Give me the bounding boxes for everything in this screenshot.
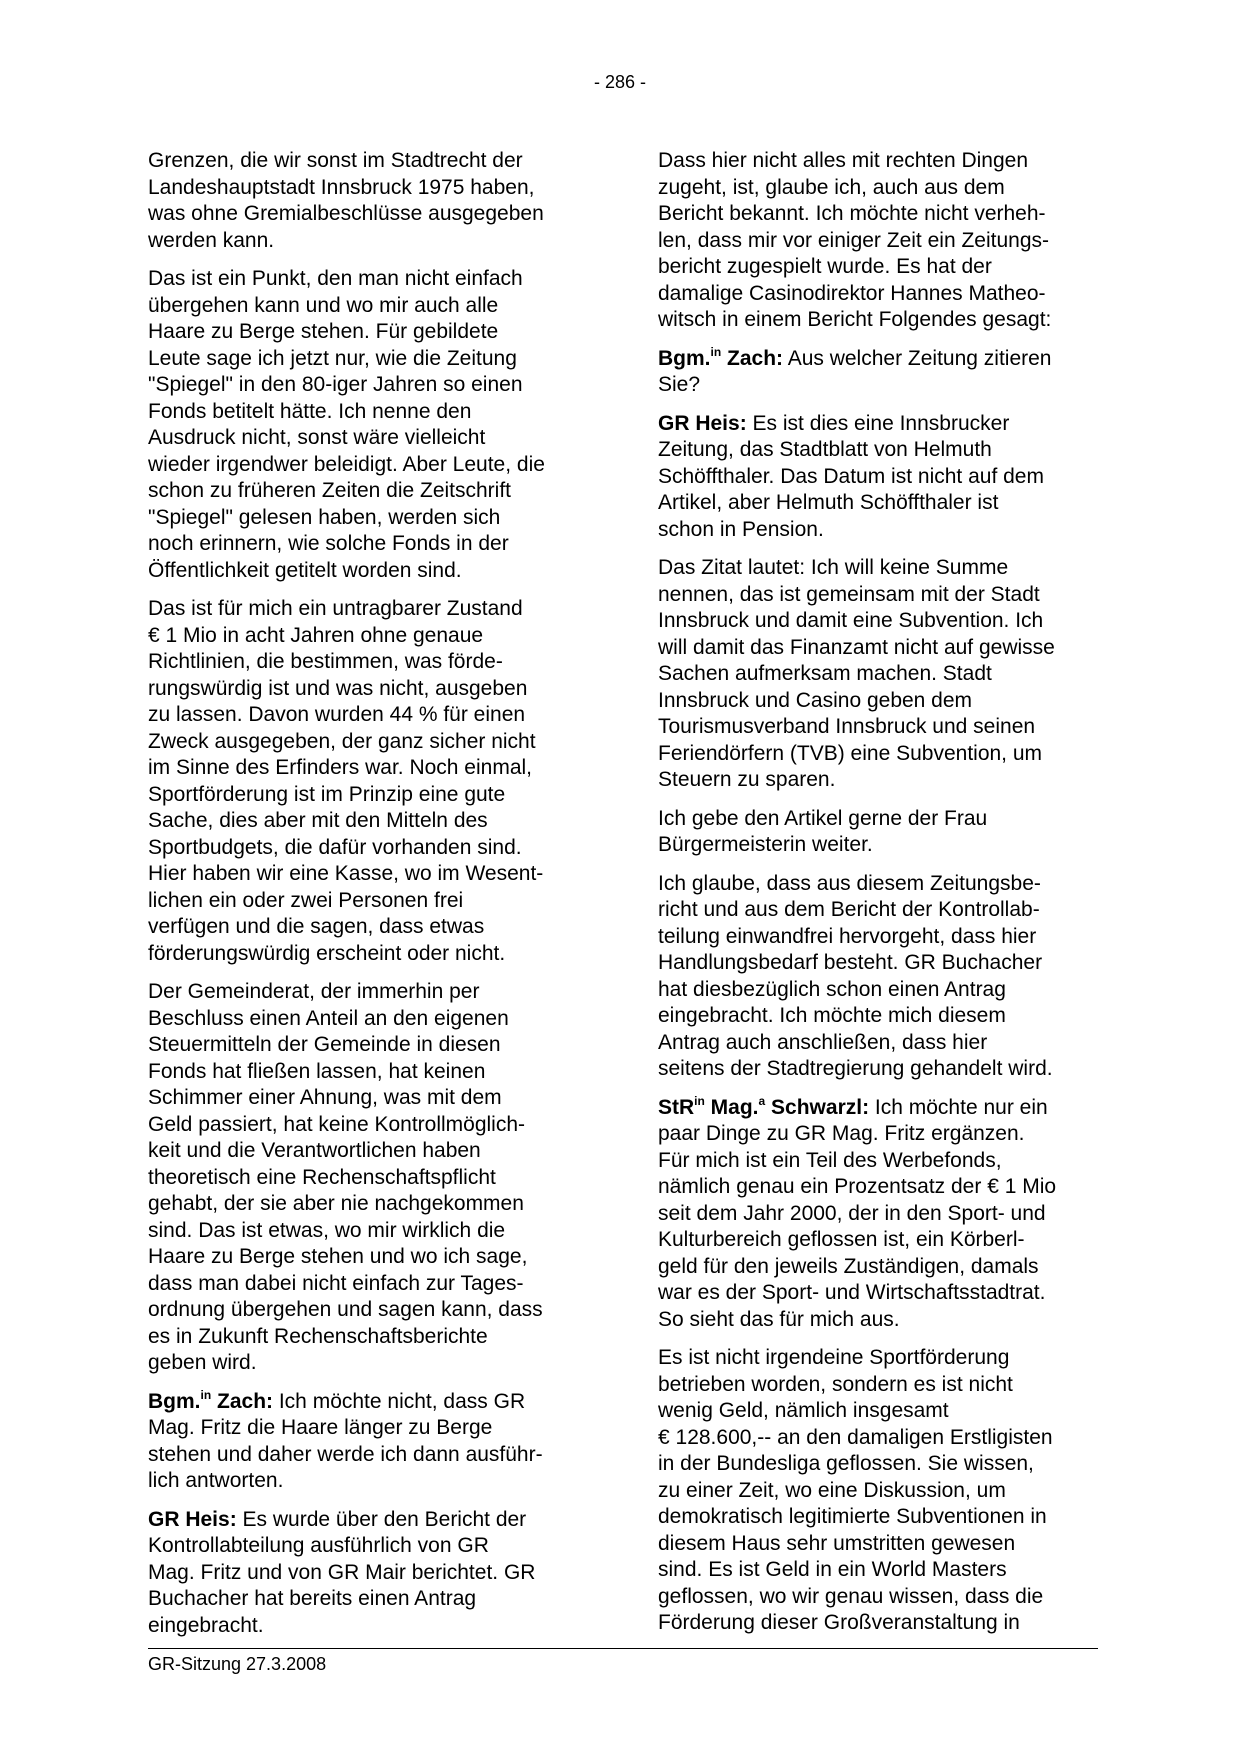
paragraph	[658, 555, 1098, 794]
footer-text: GR-Sitzung 27.3.2008	[148, 1654, 327, 1674]
text-line: Für mich ist ein Teil des Werbefonds,	[658, 1148, 1002, 1172]
text-line: StR$^{in}$ Mag.$^a$ Schwarzl: Ich möchte nur ein	[658, 1093, 1048, 1119]
text-line: rungswürdig ist und was nicht, ausgeben	[148, 676, 528, 700]
text-line: sind. Das ist etwas, wo mir wirklich die	[148, 1218, 506, 1242]
text-line: Artikel, aber Helmuth Schöffthaler ist	[658, 491, 999, 514]
text-line: Sportbudgets, die dafür vorhanden sind.	[148, 835, 522, 859]
superscript: a	[758, 1093, 766, 1108]
text-line: seitens der Stadtregierung gehandelt wird.	[658, 1057, 1053, 1080]
text-line: nämlich genau ein Prozentsatz der € 1 Mio	[658, 1175, 1057, 1198]
text-line: Bürgermeisterin weiter.	[658, 833, 873, 856]
text-line: hat diesbezüglich schon einen Antrag	[658, 977, 1006, 1001]
text-line: war es der Sport- und Wirtschaftsstadtrat.	[658, 1281, 1046, 1304]
text-line: Bgm.$^{in}$ Zach: Aus welcher Zeitung zitieren	[658, 344, 1052, 370]
text-line: Kulturbereich geflossen ist, ein Körberl-	[658, 1228, 1025, 1251]
text-line: Sportförderung ist im Prinzip eine gute	[148, 782, 506, 806]
superscript: in	[694, 1093, 705, 1108]
text-line: Das ist ein Punkt, den man nicht einfach	[148, 267, 523, 290]
text-line: witsch in einem Bericht Folgendes gesagt:	[658, 308, 1052, 331]
text-line: Grenzen, die wir sonst im Stadtrecht der	[148, 149, 523, 172]
text-line: Der Gemeinderat, der immerhin per	[148, 980, 480, 1003]
text-line: Zeitung, das Stadtblatt von Helmuth	[658, 438, 992, 461]
text-line: Beschluss einen Anteil an den eigenen	[148, 1006, 509, 1030]
text-line: Handlungsbedarf besteht. GR Buchacher	[658, 951, 1043, 974]
text-line: Haare zu Berge stehen. Für gebildete	[148, 320, 499, 343]
superscript: in	[710, 344, 722, 359]
superscript: in	[200, 1387, 212, 1402]
text-line: schon zu früheren Zeiten die Zeitschrift	[148, 479, 512, 502]
text-line: Innsbruck und Casino geben dem	[658, 688, 973, 712]
text-line: Feriendörfern (TVB) eine Subvention, um	[658, 741, 1043, 765]
text-line: zu lassen. Davon wurden 44 % für einen	[148, 703, 526, 726]
speaker-name: Bgm.$^{in}$ Zach:	[148, 1387, 274, 1413]
text-line: Mag. Fritz die Haare länger zu Berge	[148, 1416, 493, 1439]
speaker-name: StR$^{in}$ Mag.$^a$ Schwarzl:	[658, 1093, 870, 1119]
text-line: "Spiegel" gelesen haben, werden sich	[148, 505, 501, 529]
text-line: Kontrollabteilung ausführlich von GR	[148, 1534, 489, 1557]
text-line: Ausdruck nicht, sonst wäre vielleicht	[148, 426, 486, 449]
text-line: seit dem Jahr 2000, der in den Sport- und	[658, 1201, 1046, 1225]
paragraph	[658, 1345, 1098, 1637]
text-line: Steuermitteln der Gemeinde in diesen	[148, 1033, 501, 1056]
text-line: geben wird.	[148, 1351, 257, 1374]
text-line: Steuern zu sparen.	[658, 768, 836, 791]
left-column	[148, 148, 588, 1651]
text-line: geld für den jeweils Zuständigen, damals	[658, 1254, 1039, 1278]
text-line: teilung einwandfrei hervorgeht, dass hier	[658, 924, 1037, 948]
text-line: noch erinnern, wie solche Fonds in der	[148, 532, 509, 555]
text-line: wieder irgendwer beleidigt. Aber Leute, die	[148, 452, 545, 476]
text-line: theoretisch eine Rechenschaftspflicht	[148, 1165, 496, 1189]
text-line: Haare zu Berge stehen und wo ich sage,	[148, 1245, 528, 1268]
text-line: schon in Pension.	[658, 517, 824, 541]
text-line: nennen, das ist gemeinsam mit der Stadt	[658, 582, 1040, 606]
text-line: Buchacher hat bereits einen Antrag	[148, 1587, 477, 1610]
text-line: wenig Geld, nämlich insgesamt	[658, 1399, 949, 1422]
text-line: Bericht bekannt. Ich möchte nicht verheh-	[658, 202, 1046, 225]
footer-divider	[148, 1648, 1098, 1649]
text-line: es in Zukunft Rechenschaftsberichte	[148, 1324, 488, 1348]
paragraph	[148, 1507, 588, 1640]
text-line: paar Dinge zu GR Mag. Fritz ergänzen.	[658, 1122, 1025, 1145]
text-line: GR Heis: Es wurde über den Bericht der	[148, 1507, 527, 1531]
text-line: Hier haben wir eine Kasse, wo im Wesent-	[148, 862, 544, 885]
text-line: Ich gebe den Artikel gerne der Frau	[658, 806, 988, 830]
right-column	[658, 148, 1098, 1649]
text-line: Zweck ausgegeben, der ganz sicher nicht	[148, 729, 536, 753]
paragraph	[148, 1389, 588, 1495]
text-line: förderungswürdig erscheint oder nicht.	[148, 941, 506, 965]
text-line: ordnung übergehen und sagen kann, dass	[148, 1298, 543, 1321]
text-line: was ohne Gremialbeschlüsse ausgegeben	[148, 202, 544, 225]
text-line: übergehen kann und wo mir auch alle	[148, 293, 499, 317]
text-line: Bgm.$^{in}$ Zach: Ich möchte nicht, dass GR	[148, 1387, 526, 1413]
text-line: Schimmer einer Ahnung, was mit dem	[148, 1086, 502, 1109]
text-line: Landeshauptstadt Innsbruck 1975 haben,	[148, 175, 535, 199]
text-line: damalige Casinodirektor Hannes Matheo-	[658, 281, 1046, 305]
text-line: zugeht, ist, glaube ich, auch aus dem	[658, 175, 1005, 199]
text-line: eingebracht.	[148, 1613, 264, 1637]
text-line: lich antworten.	[148, 1469, 284, 1492]
text-line: Das Zitat lautet: Ich will keine Summe	[658, 556, 1009, 579]
paragraph	[658, 346, 1098, 399]
page-number: - 286 -	[593, 72, 647, 92]
text-line: demokratisch legitimierte Subventionen in	[658, 1505, 1047, 1528]
speaker-name: GR Heis:	[148, 1507, 237, 1531]
speaker-name: Bgm.$^{in}$ Zach:	[658, 344, 784, 370]
text-line: € 128.600,-- an den damaligen Erstligisten	[658, 1425, 1053, 1449]
text-line: Das ist für mich ein untragbarer Zustand	[148, 597, 523, 620]
text-line: verfügen und die sagen, dass etwas	[148, 915, 485, 938]
text-line: GR Heis: Es ist dies eine Innsbrucker	[658, 411, 1010, 435]
text-line: Tourismusverband Innsbruck und seinen	[658, 715, 1036, 738]
paragraph	[658, 1095, 1098, 1334]
text-line: Förderung dieser Großveranstaltung in	[658, 1611, 1020, 1634]
text-line: Sie?	[658, 373, 701, 396]
text-line: Richtlinien, die bestimmen, was förde-	[148, 650, 503, 673]
text-line: diesem Haus sehr umstritten gewesen	[658, 1531, 1016, 1555]
text-line: € 1 Mio in acht Jahren ohne genaue	[148, 623, 484, 647]
text-line: Öffentlichkeit getitelt worden sind.	[148, 558, 462, 582]
paragraph	[148, 979, 588, 1377]
text-line: betrieben worden, sondern es ist nicht	[658, 1372, 1013, 1396]
text-line: gehabt, der sie aber nie nachgekommen	[148, 1192, 524, 1215]
text-line: lichen ein oder zwei Personen frei	[148, 888, 464, 912]
text-line: zu einer Zeit, wo eine Diskussion, um	[658, 1478, 1006, 1502]
text-line: Sache, dies aber mit den Mitteln des	[148, 809, 488, 832]
paragraph	[658, 806, 1098, 859]
text-line: len, dass mir vor einiger Zeit ein Zeitungs-	[658, 228, 1049, 252]
text-line: werden kann.	[148, 228, 275, 252]
text-line: richt und aus dem Bericht der Kontrollab-	[658, 898, 1040, 921]
text-line: Fonds hat fließen lassen, hat keinen	[148, 1059, 486, 1083]
text-line: bericht zugespielt wurde. Es hat der	[658, 255, 992, 278]
text-line: in der Bundesliga geflossen. Sie wissen,	[658, 1452, 1034, 1475]
text-line: Dass hier nicht alles mit rechten Dingen	[658, 149, 1029, 172]
speaker-name: GR Heis:	[658, 411, 747, 435]
text-line: Fonds betitelt hätte. Ich nenne den	[148, 399, 472, 423]
paragraph	[658, 411, 1098, 544]
text-line: "Spiegel" in den 80-iger Jahren so einen	[148, 373, 523, 396]
text-line: will damit das Finanzamt nicht auf gewisse	[658, 635, 1055, 659]
text-line: So sieht das für mich aus.	[658, 1307, 900, 1331]
text-line: Mag. Fritz und von GR Mair berichtet. GR	[148, 1560, 536, 1584]
paragraph	[148, 148, 588, 254]
text-line: eingebracht. Ich möchte mich diesem	[658, 1004, 1006, 1027]
paragraph	[148, 596, 588, 967]
text-line: geflossen, wo wir genau wissen, dass die	[658, 1584, 1044, 1608]
text-line: Geld passiert, hat keine Kontrollmöglich-	[148, 1112, 526, 1136]
text-line: keit und die Verantwortlichen haben	[148, 1139, 481, 1162]
text-line: Antrag auch anschließen, dass hier	[658, 1030, 988, 1054]
text-line: sind. Es ist Geld in ein World Masters	[658, 1558, 1007, 1581]
text-line: Leute sage ich jetzt nur, wie die Zeitung	[148, 346, 517, 370]
paragraph	[658, 148, 1098, 334]
paragraph	[658, 871, 1098, 1083]
text-line: im Sinne des Erfinders war. Noch einmal,	[148, 756, 532, 779]
text-line: Innsbruck und damit eine Subvention. Ich	[658, 609, 1044, 632]
paragraph	[148, 266, 588, 584]
text-line: Es ist nicht irgendeine Sportförderung	[658, 1346, 1010, 1369]
text-line: Sachen aufmerksam machen. Stadt	[658, 662, 992, 685]
text-line: Ich glaube, dass aus diesem Zeitungsbe-	[658, 871, 1041, 895]
text-line: stehen und daher werde ich dann ausführ-	[148, 1442, 543, 1466]
text-line: dass man dabei nicht einfach zur Tages-	[148, 1271, 524, 1295]
text-line: Schöffthaler. Das Datum ist nicht auf dem	[658, 464, 1044, 488]
